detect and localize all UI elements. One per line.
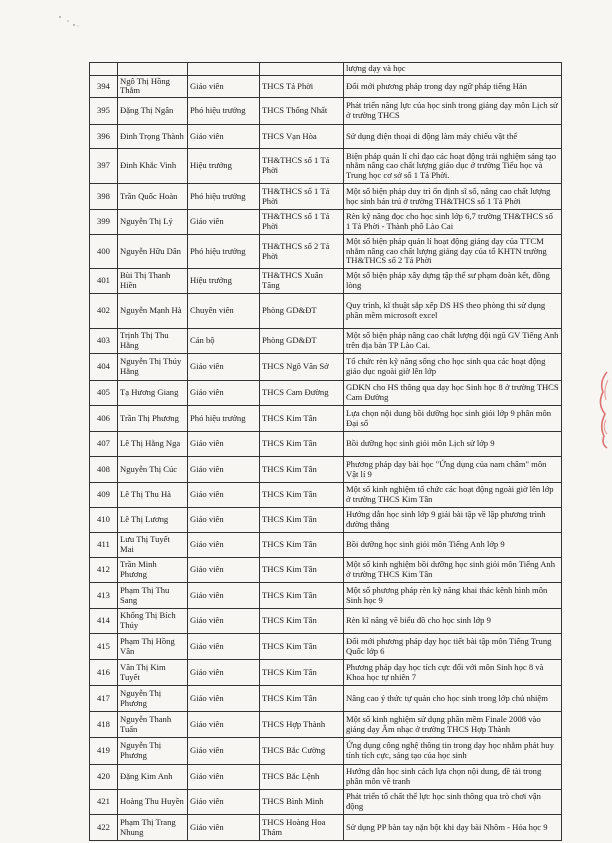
continuation-row (90, 63, 562, 76)
stt-cell: 409 (90, 483, 118, 508)
unit-cell: THCS Kim Tân (260, 508, 344, 533)
topic-cell: Một số biện pháp nâng cao chất lượng đội ngũ GV Tiếng Anh trên địa bàn TP Lào Cai. (344, 329, 562, 354)
stt-cell: 406 (90, 406, 118, 432)
unit-cell: THCS Kim Tân (260, 457, 344, 483)
name-cell: Nguyễn Hữu Dân (118, 235, 188, 269)
stt-cell: 402 (90, 294, 118, 329)
table-row (90, 815, 562, 841)
topic-cell: Một số biện pháp xây dựng tập thể sư phạm đoàn kết, đồng lòng (344, 269, 562, 294)
name-cell: Ngô Thị Hồng Thắm (118, 75, 188, 97)
table-row (90, 432, 562, 457)
unit-cell: THCS Bình Minh (260, 790, 344, 815)
unit-cell: THCS Kim Tân (260, 406, 344, 432)
stt-cell: 412 (90, 558, 118, 583)
stt-cell: 414 (90, 609, 118, 634)
unit-cell: THCS Kim Tân (260, 432, 344, 457)
name-cell: Lưu Thị Tuyết Mai (118, 533, 188, 558)
stt-cell: 419 (90, 738, 118, 765)
unit-cell: THCS Kim Tân (260, 558, 344, 583)
topic-cell: Hướng dẫn học sinh cách lựa chọn nội dung, đề tài trong phân môn vẽ tranh (344, 765, 562, 790)
table-row (90, 329, 562, 354)
table-row (90, 790, 562, 815)
unit-cell: THCS Hợp Thành (260, 712, 344, 738)
position-cell: Giáo viên (188, 660, 260, 686)
stt-cell: 410 (90, 508, 118, 533)
ink-speck-marks (58, 14, 80, 28)
stt-cell: 416 (90, 660, 118, 686)
red-stamp-edge (593, 370, 609, 450)
position-cell: Giáo viên (188, 765, 260, 790)
table-row (90, 149, 562, 184)
unit-cell (260, 63, 344, 76)
topic-cell: Bồi dưỡng học sinh giỏi môn Lịch sử lớp 9 (344, 432, 562, 457)
topic-cell: Đổi mới phương pháp dạy học tiết bài tập môn Tiếng Trung Quốc lớp 6 (344, 634, 562, 660)
unit-cell: TH&THCS Xuân Tăng (260, 269, 344, 294)
position-cell: Giáo viên (188, 508, 260, 533)
name-cell: Nguyễn Mạnh Hà (118, 294, 188, 329)
position-cell: Giáo viên (188, 790, 260, 815)
stt-cell: 411 (90, 533, 118, 558)
topic-cell: Phát triển năng lực của học sinh trong giảng dạy môn Lịch sử ở trường THCS (344, 98, 562, 125)
stt-cell: 421 (90, 790, 118, 815)
name-cell (118, 63, 188, 76)
name-cell: Đặng Kim Anh (118, 765, 188, 790)
position-cell: Giáo viên (188, 712, 260, 738)
unit-cell: TH&THCS số 2 Tả Phời (260, 235, 344, 269)
stt-cell: 405 (90, 381, 118, 406)
topic-cell: Phương pháp dạy học tích cực đối với môn Sinh học 8 và Khoa học tự nhiên 7 (344, 660, 562, 686)
position-cell: Giáo viên (188, 457, 260, 483)
table-row (90, 660, 562, 686)
topic-cell: Lựa chọn nội dung bồi dưỡng học sinh giỏi lớp 9 phân môn Đại số (344, 406, 562, 432)
position-cell: Giáo viên (188, 432, 260, 457)
name-cell: Lê Thị Thu Hà (118, 483, 188, 508)
position-cell: Hiệu trưởng (188, 149, 260, 184)
stt-cell: 398 (90, 184, 118, 210)
stt-cell: 417 (90, 686, 118, 712)
topic-cell: Rèn kỹ năng đọc cho học sinh lớp 6,7 trường TH&THCS số 1 Tả Phời - Thành phố Lào Cai (344, 210, 562, 235)
stt-cell: 407 (90, 432, 118, 457)
stt-cell: 401 (90, 269, 118, 294)
name-cell: Trần Minh Phương (118, 558, 188, 583)
stt-cell: 396 (90, 125, 118, 149)
position-cell: Giáo viên (188, 533, 260, 558)
stt-cell: 420 (90, 765, 118, 790)
position-cell: Hiệu trưởng (188, 269, 260, 294)
unit-cell: THCS Kim Tân (260, 634, 344, 660)
position-cell: Phó hiệu trưởng (188, 235, 260, 269)
position-cell: Giáo viên (188, 75, 260, 97)
position-cell: Giáo viên (188, 210, 260, 235)
topic-cell: Một số kinh nghiệm sử dụng phần mềm Finale 2008 vào giảng dạy Âm nhạc ở trường THCS Hợp Thành (344, 712, 562, 738)
name-cell: Bùi Thị Thanh Hiền (118, 269, 188, 294)
name-cell: Tạ Hương Giang (118, 381, 188, 406)
position-cell: Giáo viên (188, 483, 260, 508)
topic-cell: Một số biện pháp duy trì ổn định sĩ số, nâng cao chất lượng học sinh bán trú ở trường TH&THCS số 1 Tả Phời (344, 184, 562, 210)
position-cell: Giáo viên (188, 558, 260, 583)
unit-cell: THCS Vạn Hòa (260, 125, 344, 149)
topic-cell: Phát triển tố chất thể lực học sinh thông qua trò chơi vận động (344, 790, 562, 815)
table-row (90, 184, 562, 210)
unit-cell: THCS Kim Tân (260, 609, 344, 634)
name-cell: Nguyễn Thị Cúc (118, 457, 188, 483)
stt-cell: 422 (90, 815, 118, 841)
position-cell: Giáo viên (188, 815, 260, 841)
unit-cell: THCS Bắc Cường (260, 738, 344, 765)
table-row (90, 210, 562, 235)
position-cell: Giáo viên (188, 583, 260, 609)
name-cell: Phạm Thị Hồng Vân (118, 634, 188, 660)
stt-cell: 408 (90, 457, 118, 483)
topic-cell: Tổ chức rèn kỹ năng sống cho học sinh qua các hoạt động giáo dục ngoài giờ lên lớp (344, 354, 562, 381)
table-row (90, 235, 562, 269)
table-row (90, 765, 562, 790)
position-cell: Giáo viên (188, 125, 260, 149)
unit-cell: Phòng GD&ĐT (260, 329, 344, 354)
name-cell: Khổng Thị Bích Thúy (118, 609, 188, 634)
table-row (90, 269, 562, 294)
position-cell: Chuyên viên (188, 294, 260, 329)
stt-cell: 399 (90, 210, 118, 235)
topic-cell: GDKN cho HS thông qua dạy học Sinh học 8 ở trường THCS Cam Đường (344, 381, 562, 406)
topic-cell: Một số kinh nghiệm bồi dưỡng học sinh giỏi môn Tiếng Anh ở trường THCS Kim Tân (344, 558, 562, 583)
table-row (90, 354, 562, 381)
name-cell: Lê Thị Lương (118, 508, 188, 533)
table-row (90, 125, 562, 149)
position-cell: Cán bộ (188, 329, 260, 354)
stt-cell: 413 (90, 583, 118, 609)
name-cell: Hoàng Thu Huyền (118, 790, 188, 815)
initiative-list-table (89, 62, 562, 841)
unit-cell: THCS Hoàng Hoa Thám (260, 815, 344, 841)
table-row (90, 533, 562, 558)
table-row (90, 483, 562, 508)
topic-cell: Rèn kĩ năng vẽ biểu đồ cho học sinh lớp 9 (344, 609, 562, 634)
name-cell: Nguyễn Thị Lý (118, 210, 188, 235)
name-cell: Trần Thị Phương (118, 406, 188, 432)
unit-cell: THCS Bắc Lệnh (260, 765, 344, 790)
position-cell: Giáo viên (188, 634, 260, 660)
table-row (90, 98, 562, 125)
table-row (90, 634, 562, 660)
name-cell: Nguyễn Thanh Tuấn (118, 712, 188, 738)
unit-cell: THCS Kim Tân (260, 533, 344, 558)
table-row (90, 406, 562, 432)
position-cell: Giáo viên (188, 354, 260, 381)
topic-cell: Biện pháp quản lí chỉ đạo các hoạt động trải nghiệm sáng tạo nhằm nâng cao chất lượng giáo dục ở trường Tiểu học và Trung học cơ sở số 1 Tả Phời. (344, 149, 562, 184)
position-cell: Phó hiệu trưởng (188, 98, 260, 125)
stt-cell: 418 (90, 712, 118, 738)
table-row (90, 712, 562, 738)
topic-cell: Phương pháp dạy bài học "Ứng dụng của nam châm" môn Vật lí 9 (344, 457, 562, 483)
table-row (90, 381, 562, 406)
name-cell: Trịnh Thị Thu Hằng (118, 329, 188, 354)
table-row (90, 294, 562, 329)
name-cell: Nguyễn Thị Phương (118, 686, 188, 712)
stt-cell: 394 (90, 75, 118, 97)
stt-cell: 397 (90, 149, 118, 184)
stt-cell: 415 (90, 634, 118, 660)
position-cell: Phó hiệu trưởng (188, 184, 260, 210)
table-row (90, 686, 562, 712)
topic-cell: Bồi dưỡng học sinh giỏi môn Tiếng Anh lớp 9 (344, 533, 562, 558)
topic-cell: Ứng dụng công nghệ thông tin trong dạy học nhằm phát huy tính tích cực, sáng tạo của học sinh (344, 738, 562, 765)
unit-cell: Phòng GD&ĐT (260, 294, 344, 329)
name-cell: Văn Thị Kim Tuyết (118, 660, 188, 686)
table-row (90, 609, 562, 634)
topic-cell: lượng dạy và học (344, 63, 562, 76)
topic-cell: Hướng dẫn học sinh lớp 9 giải bài tập về lập phương trình đường thẳng (344, 508, 562, 533)
table-row (90, 558, 562, 583)
stt-cell: 404 (90, 354, 118, 381)
topic-cell: Sử dụng điện thoại di động làm máy chiếu vật thể (344, 125, 562, 149)
position-cell: Giáo viên (188, 738, 260, 765)
unit-cell: THCS Kim Tân (260, 660, 344, 686)
topic-cell: Đổi mới phương pháp trong dạy ngữ pháp tiếng Hán (344, 75, 562, 97)
table-row (90, 583, 562, 609)
position-cell: Giáo viên (188, 609, 260, 634)
name-cell: Phạm Thị Trang Nhung (118, 815, 188, 841)
position-cell (188, 63, 260, 76)
table-row (90, 738, 562, 765)
stt-cell: 403 (90, 329, 118, 354)
unit-cell: TH&THCS số 1 Tả Phời (260, 149, 344, 184)
topic-cell: Một số biện pháp quản lí hoạt động giảng dạy của TTCM nhằm nâng cao chất lượng giảng dạy của tổ KHTN trường TH&THCS số 2 Tả Phời (344, 235, 562, 269)
topic-cell: Nâng cao ý thức tự quản cho học sinh trong lớp chủ nhiệm (344, 686, 562, 712)
table-body (90, 63, 562, 841)
table-row (90, 75, 562, 97)
unit-cell: TH&THCS số 1 Tả Phời (260, 210, 344, 235)
unit-cell: THCS Kim Tân (260, 686, 344, 712)
topic-cell: Sử dụng PP bàn tay nặn bột khi dạy bài Nhôm - Hóa học 9 (344, 815, 562, 841)
unit-cell: THCS Cam Đường (260, 381, 344, 406)
position-cell: Giáo viên (188, 381, 260, 406)
name-cell: Phạm Thị Thu Sang (118, 583, 188, 609)
unit-cell: THCS Kim Tân (260, 583, 344, 609)
topic-cell: Một số phương pháp rèn kỹ năng khai thác kênh hình môn Sinh học 9 (344, 583, 562, 609)
table-row (90, 457, 562, 483)
unit-cell: TH&THCS số 1 Tả Phời (260, 184, 344, 210)
topic-cell: Quy trình, kĩ thuật sắp xếp DS HS theo phòng thi sử dụng phần mềm microsoft excel (344, 294, 562, 329)
stt-cell (90, 63, 118, 76)
unit-cell: THCS Thống Nhất (260, 98, 344, 125)
name-cell: Đặng Thị Ngân (118, 98, 188, 125)
topic-cell: Một số kinh nghiệm tổ chức các hoạt động ngoài giờ lên lớp ở trường THCS Kim Tân (344, 483, 562, 508)
stt-cell: 400 (90, 235, 118, 269)
unit-cell: THCS Kim Tân (260, 483, 344, 508)
position-cell: Giáo viên (188, 686, 260, 712)
stt-cell: 395 (90, 98, 118, 125)
name-cell: Đinh Khắc Vinh (118, 149, 188, 184)
name-cell: Lê Thị Hằng Nga (118, 432, 188, 457)
unit-cell: THCS Ngô Văn Sở (260, 354, 344, 381)
table-row (90, 508, 562, 533)
name-cell: Nguyễn Thị Phương (118, 738, 188, 765)
name-cell: Đinh Trọng Thành (118, 125, 188, 149)
position-cell: Phó hiệu trưởng (188, 406, 260, 432)
unit-cell: THCS Tả Phời (260, 75, 344, 97)
name-cell: Trần Quốc Hoàn (118, 184, 188, 210)
name-cell: Nguyễn Thị Thúy Hằng (118, 354, 188, 381)
